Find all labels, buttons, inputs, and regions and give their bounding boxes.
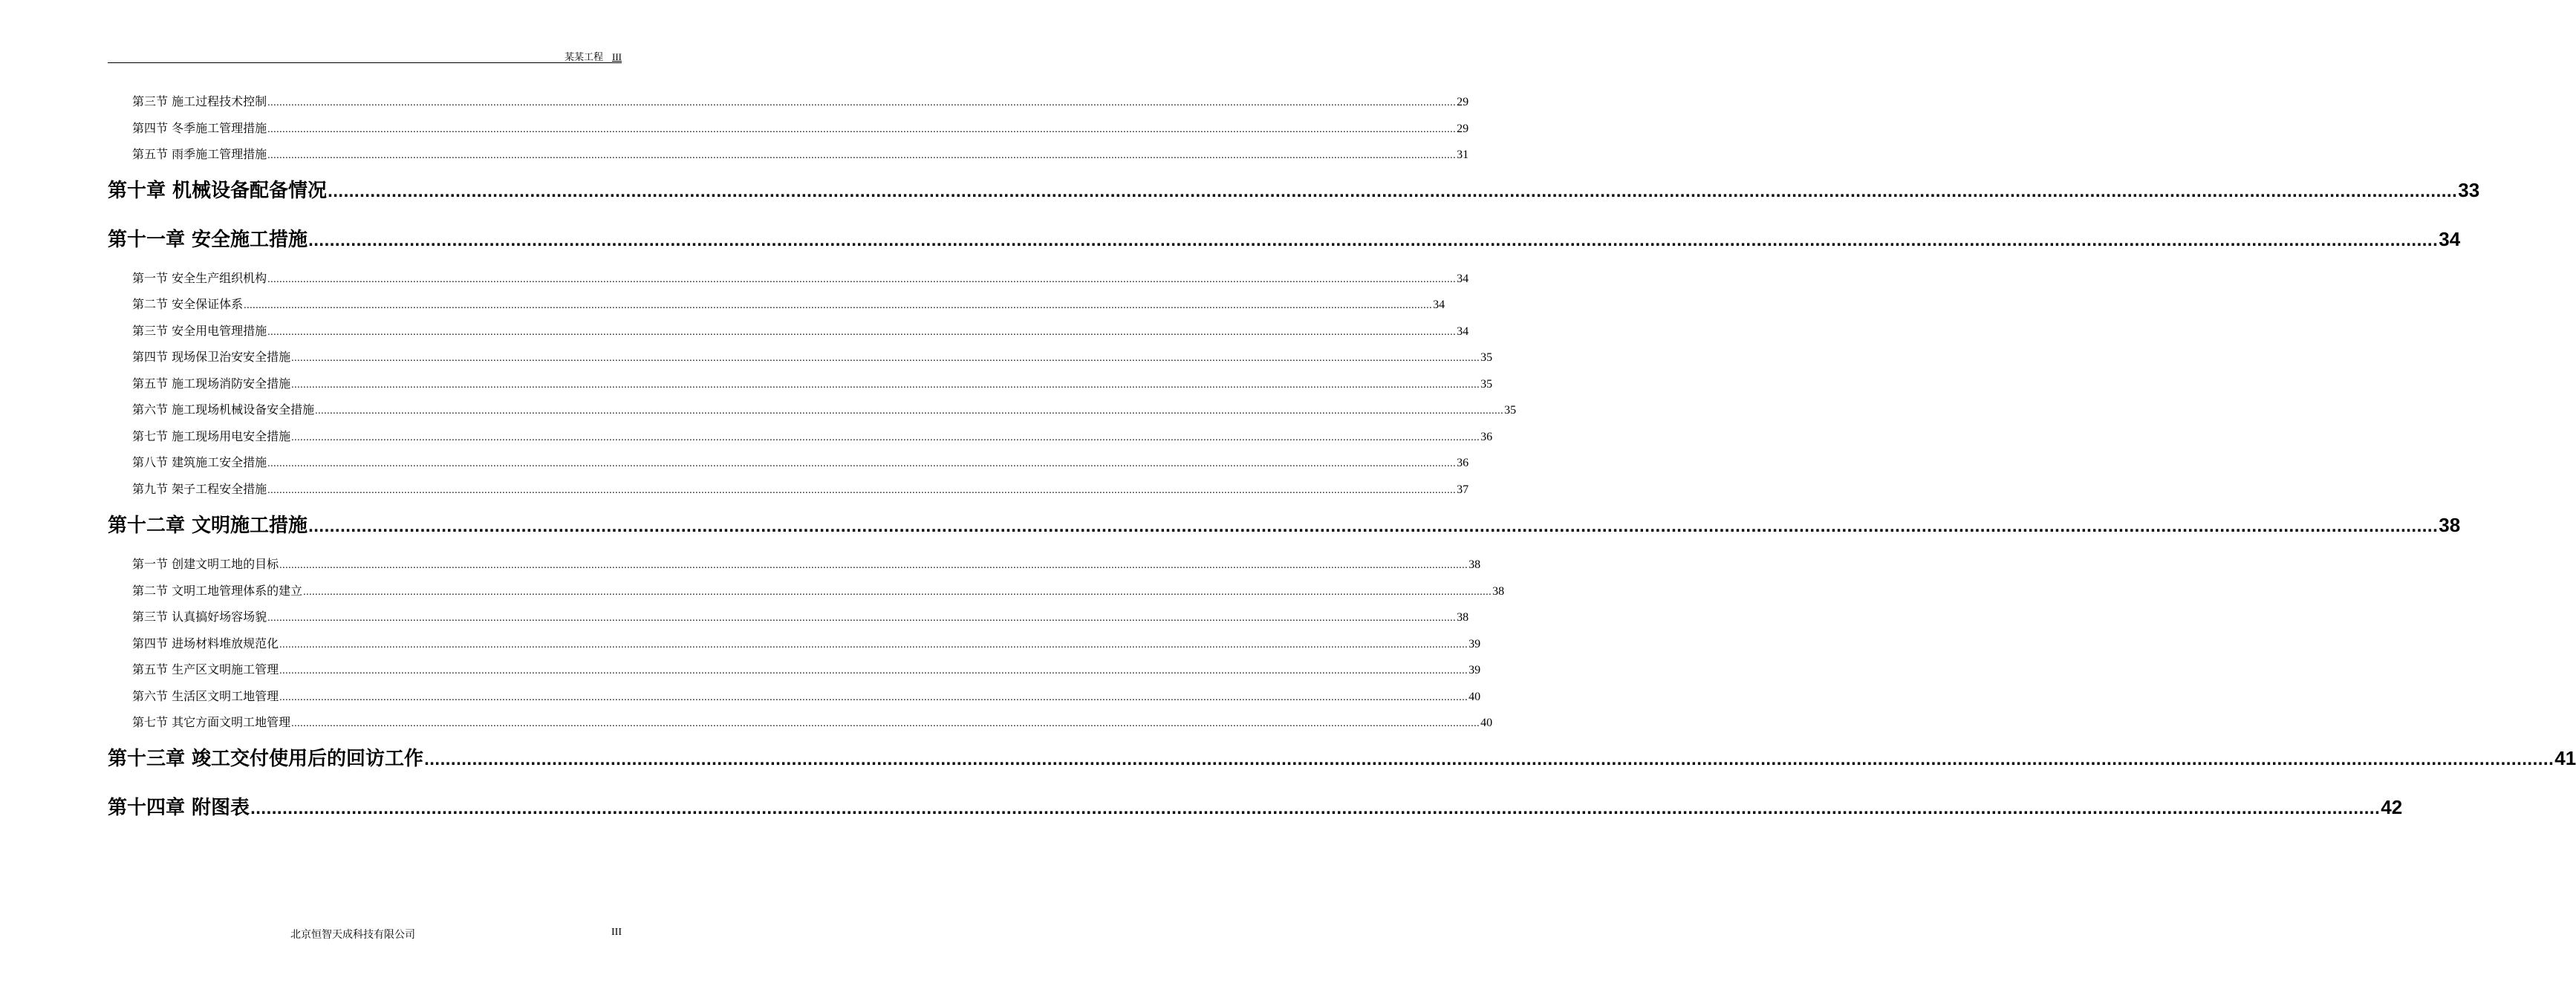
toc-dot-leader: ................................................................................................................................................................................................................................................................................................................................................................................................................ xyxy=(267,150,1457,161)
header-page-number: III xyxy=(612,51,622,62)
toc-entry-title: 第十章 机械设备配备情况 xyxy=(108,180,328,202)
toc-dot-leader: ................................................................................................................................................................................................................................................................................................................................................................................................................ xyxy=(279,665,1468,676)
toc-entry-title: 第八节 建筑施工安全措施 xyxy=(132,455,267,469)
toc-dot-leader: ................................................................................................................................................................................................................................................................................................................................................................................................................ xyxy=(267,613,1457,624)
toc-dot-leader: ................................................................................................................................................................................................................................................................................................................................................................................................................ xyxy=(315,405,1504,417)
toc-entry-title: 第三节 认真搞好场容场貌 xyxy=(132,610,267,624)
toc-entry-title: 第一节 安全生产组织机构 xyxy=(132,271,267,285)
toc-entry-title: 第十四章 附图表 xyxy=(108,797,250,819)
toc-dot-leader: ................................................................................................................................................................................................................................................................................................................................................................................................................ xyxy=(328,181,2458,201)
toc-entry-title: 第四节 进场材料堆放规范化 xyxy=(132,636,279,650)
toc-page-number: 36 xyxy=(1480,431,1493,443)
toc-section-entry[interactable] xyxy=(132,295,1445,313)
toc-dot-leader: ................................................................................................................................................................................................................................................................................................................................................................................................................ xyxy=(267,327,1457,338)
toc-entry-title: 第二节 安全保证体系 xyxy=(132,297,244,311)
toc-chapter-entry[interactable] xyxy=(108,743,2576,770)
toc-entry-title: 第二节 文明工地管理体系的建立 xyxy=(132,584,303,598)
toc-page-number: 35 xyxy=(1480,378,1493,391)
toc-dot-leader: ................................................................................................................................................................................................................................................................................................................................................................................................................ xyxy=(291,379,1480,391)
toc-dot-leader: ................................................................................................................................................................................................................................................................................................................................................................................................................ xyxy=(279,692,1468,703)
toc-section-entry[interactable] xyxy=(132,687,1481,705)
toc-entry-title: 第十二章 文明施工措施 xyxy=(108,515,308,537)
toc-page-number: 42 xyxy=(2381,796,2403,818)
toc-entry-title: 第六节 生活区文明工地管理 xyxy=(132,689,279,703)
toc-section-entry[interactable] xyxy=(132,269,1469,287)
toc-section-entry[interactable] xyxy=(132,348,1493,365)
toc-entry-title: 第三节 安全用电管理措施 xyxy=(132,324,267,338)
toc-section-entry[interactable] xyxy=(132,713,1493,731)
toc-entry-title: 第七节 施工现场用电安全措施 xyxy=(132,429,291,443)
toc-dot-leader: ................................................................................................................................................................................................................................................................................................................................................................................................................ xyxy=(308,516,2439,536)
toc-page-number: 37 xyxy=(1457,483,1469,496)
toc-section-entry[interactable] xyxy=(132,453,1469,471)
toc-dot-leader: ................................................................................................................................................................................................................................................................................................................................................................................................................ xyxy=(250,798,2381,818)
toc-page-number: 33 xyxy=(2458,179,2480,201)
toc-dot-leader: ................................................................................................................................................................................................................................................................................................................................................................................................................ xyxy=(291,432,1480,443)
toc-dot-leader: ................................................................................................................................................................................................................................................................................................................................................................................................................ xyxy=(291,353,1480,364)
toc-section-entry[interactable] xyxy=(132,92,1469,110)
toc-chapter-entry[interactable] xyxy=(108,510,2461,537)
toc-entry-title: 第十三章 竣工交付使用后的回访工作 xyxy=(108,748,424,770)
toc-section-entry[interactable] xyxy=(132,634,1481,652)
toc-entry-title: 第一节 创建文明工地的目标 xyxy=(132,557,279,571)
toc-dot-leader: ................................................................................................................................................................................................................................................................................................................................................................................................................ xyxy=(279,639,1468,650)
toc-entry-title: 第五节 雨季施工管理措施 xyxy=(132,147,267,161)
toc-page-number: 41 xyxy=(2554,747,2576,769)
toc-page-number: 36 xyxy=(1457,457,1469,469)
toc-page-number: 38 xyxy=(1457,611,1469,624)
toc-dot-leader: ................................................................................................................................................................................................................................................................................................................................................................................................................ xyxy=(267,274,1457,285)
toc-section-entry[interactable] xyxy=(132,427,1493,445)
toc-entry-title: 第九节 架子工程安全措施 xyxy=(132,482,267,496)
toc-dot-leader: ................................................................................................................................................................................................................................................................................................................................................................................................................ xyxy=(267,124,1457,135)
toc-page-number: 34 xyxy=(2439,228,2461,250)
toc-section-entry[interactable] xyxy=(132,555,1481,573)
toc-page-number: 38 xyxy=(1492,585,1505,598)
toc-page-number: 29 xyxy=(1457,96,1469,108)
toc-page-number: 39 xyxy=(1468,638,1481,650)
toc-chapter-entry[interactable] xyxy=(108,792,2403,819)
toc-section-entry[interactable] xyxy=(132,581,1505,599)
toc-page-number: 39 xyxy=(1468,664,1481,676)
toc-section-entry[interactable] xyxy=(132,400,1517,418)
toc-entry-title: 第三节 施工过程技术控制 xyxy=(132,94,267,108)
toc-section-entry[interactable] xyxy=(132,374,1493,392)
toc-page-number: 35 xyxy=(1480,351,1493,364)
toc-page-number: 40 xyxy=(1480,717,1493,729)
toc-dot-leader: ................................................................................................................................................................................................................................................................................................................................................................................................................ xyxy=(267,485,1457,496)
toc-dot-leader: ................................................................................................................................................................................................................................................................................................................................................................................................................ xyxy=(267,458,1457,469)
toc-page-number: 34 xyxy=(1457,273,1469,285)
toc-dot-leader: ................................................................................................................................................................................................................................................................................................................................................................................................................ xyxy=(267,97,1457,108)
toc-section-entry[interactable] xyxy=(132,480,1469,498)
toc-dot-leader: ................................................................................................................................................................................................................................................................................................................................................................................................................ xyxy=(279,560,1468,571)
toc-chapter-entry[interactable] xyxy=(108,175,2480,202)
toc-section-entry[interactable] xyxy=(132,607,1469,625)
toc-section-entry[interactable] xyxy=(132,322,1469,339)
toc-entry-title: 第四节 现场保卫治安安全措施 xyxy=(132,350,291,364)
toc-entry-title: 第五节 生产区文明施工管理 xyxy=(132,662,279,676)
toc-section-entry[interactable] xyxy=(132,119,1469,137)
toc-dot-leader: ................................................................................................................................................................................................................................................................................................................................................................................................................ xyxy=(244,300,1433,311)
toc-entry-title: 第四节 冬季施工管理措施 xyxy=(132,121,267,135)
footer-page-number: III xyxy=(611,927,622,938)
toc-entry-title: 第十一章 安全施工措施 xyxy=(108,229,308,251)
footer-company: 北京恒智天成科技有限公司 xyxy=(290,929,415,941)
toc-page-number: 34 xyxy=(1433,299,1445,311)
toc-section-entry[interactable] xyxy=(132,145,1469,163)
toc-page-number: 35 xyxy=(1504,404,1517,417)
toc-page-number: 31 xyxy=(1457,149,1469,161)
toc-dot-leader: ................................................................................................................................................................................................................................................................................................................................................................................................................ xyxy=(424,749,2554,769)
toc-section-entry[interactable] xyxy=(132,660,1481,678)
toc-entry-title: 第七节 其它方面文明工地管理 xyxy=(132,715,291,729)
toc-page-number: 38 xyxy=(2439,514,2461,536)
toc-dot-leader: ................................................................................................................................................................................................................................................................................................................................................................................................................ xyxy=(308,230,2439,250)
toc-chapter-entry[interactable] xyxy=(108,224,2461,251)
toc-page-number: 38 xyxy=(1468,558,1481,571)
toc-entry-title: 第五节 施工现场消防安全措施 xyxy=(132,376,291,391)
toc-page-number: 34 xyxy=(1457,325,1469,338)
header-title: 某某工程 xyxy=(564,52,603,63)
toc-page-number: 29 xyxy=(1457,123,1469,135)
toc-entry-title: 第六节 施工现场机械设备安全措施 xyxy=(132,402,315,417)
toc-dot-leader: ................................................................................................................................................................................................................................................................................................................................................................................................................ xyxy=(291,718,1480,729)
toc-page-number: 40 xyxy=(1468,691,1481,703)
toc-dot-leader: ................................................................................................................................................................................................................................................................................................................................................................................................................ xyxy=(303,587,1492,598)
